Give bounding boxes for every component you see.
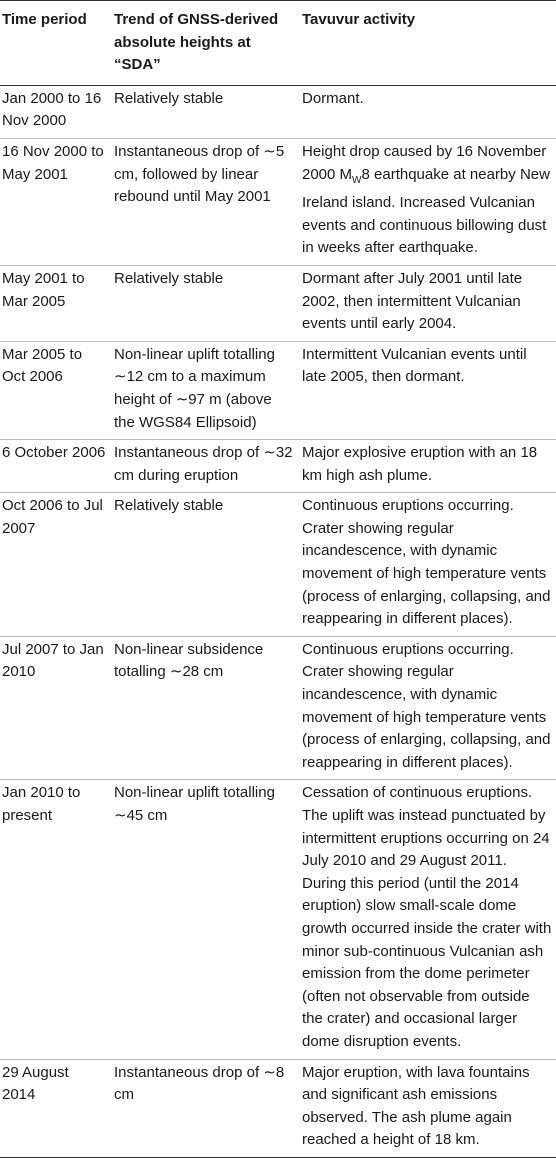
table-row — [0, 493, 556, 637]
cell-trend: Relatively stable — [110, 85, 298, 138]
table-row — [0, 138, 556, 265]
cell-period: Jan 2000 to 16 Nov 2000 — [0, 85, 110, 138]
activity-text-post: 8 earthquake at nearby New Ireland island. Increased Vulcanian events and continuous billowing dust in weeks after earthquake. — [302, 165, 550, 257]
cell-activity: Intermittent Vulcanian events until late 2005, then dormant. — [298, 341, 556, 439]
cell-activity: Continuous eruptions occurring. Crater showing regular incandescence, with dynamic movement of high temperature vents (process of enlarging, collapsing, and reappearing in different places). — [298, 493, 556, 637]
cell-period: Jan 2010 to present — [0, 780, 110, 1059]
header-time-period: Time period — [0, 1, 110, 86]
cell-period: 6 October 2006 — [0, 440, 110, 493]
cell-period: 29 August 2014 — [0, 1059, 110, 1157]
cell-activity: Dormant after July 2001 until late 2002, then intermittent Vulcanian events until early 2004. — [298, 265, 556, 341]
table-row — [0, 341, 556, 439]
cell-activity: Continuous eruptions occurring. Crater showing regular incandescence, with dynamic movement of high temperature vents (process of enlarging, collapsing, and reappearing in different places). — [298, 636, 556, 780]
cell-trend: Instantaneous drop of ∼32 cm during eruption — [110, 440, 298, 493]
cell-activity: Major explosive eruption with an 18 km high ash plume. — [298, 440, 556, 493]
cell-activity: Major eruption, with lava fountains and significant ash emissions observed. The ash plume again reached a height of 18 km. — [298, 1059, 556, 1157]
table-row — [0, 85, 556, 138]
magnitude-subscript: W — [352, 174, 362, 186]
cell-period: 16 Nov 2000 to May 2001 — [0, 138, 110, 265]
table-row — [0, 636, 556, 780]
cell-trend: Non-linear uplift totalling ∼45 cm — [110, 780, 298, 1059]
cell-period: May 2001 to Mar 2005 — [0, 265, 110, 341]
cell-trend: Non-linear subsidence totalling ∼28 cm — [110, 636, 298, 780]
cell-period: Mar 2005 to Oct 2006 — [0, 341, 110, 439]
cell-activity: Dormant. — [298, 85, 556, 138]
cell-trend: Instantaneous drop of ∼5 cm, followed by linear rebound until May 2001 — [110, 138, 298, 265]
table-header-row — [0, 1, 556, 86]
cell-trend: Instantaneous drop of ∼8 cm — [110, 1059, 298, 1157]
cell-activity: Cessation of continuous eruptions. The uplift was instead punctuated by intermittent eruptions occurring on 24 July 2010 and 29 August 2011. During this period (until the 2014 eruption) slow small-scale dome growth occurred inside the crater with minor sub-continuous Vulcanian ash emission from the dome perimeter (often not observable from outside the crater) and occasional larger dome disruption events. — [298, 780, 556, 1059]
cell-trend: Relatively stable — [110, 265, 298, 341]
table-row — [0, 780, 556, 1059]
header-trend: Trend of GNSS-derived absolute heights at “SDA” — [110, 1, 298, 86]
header-activity: Tavuvur activity — [298, 1, 556, 86]
activity-text-pre: Height drop caused by 16 November 2000 M — [302, 142, 547, 183]
cell-period: Oct 2006 to Jul 2007 — [0, 493, 110, 637]
table-row — [0, 1059, 556, 1157]
cell-trend: Relatively stable — [110, 493, 298, 637]
table-row — [0, 265, 556, 341]
table-row — [0, 440, 556, 493]
cell-trend: Non-linear uplift totalling ∼12 cm to a maximum height of ∼97 m (above the WGS84 Ellipsoid) — [110, 341, 298, 439]
cell-activity — [298, 138, 556, 265]
cell-period: Jul 2007 to Jan 2010 — [0, 636, 110, 780]
